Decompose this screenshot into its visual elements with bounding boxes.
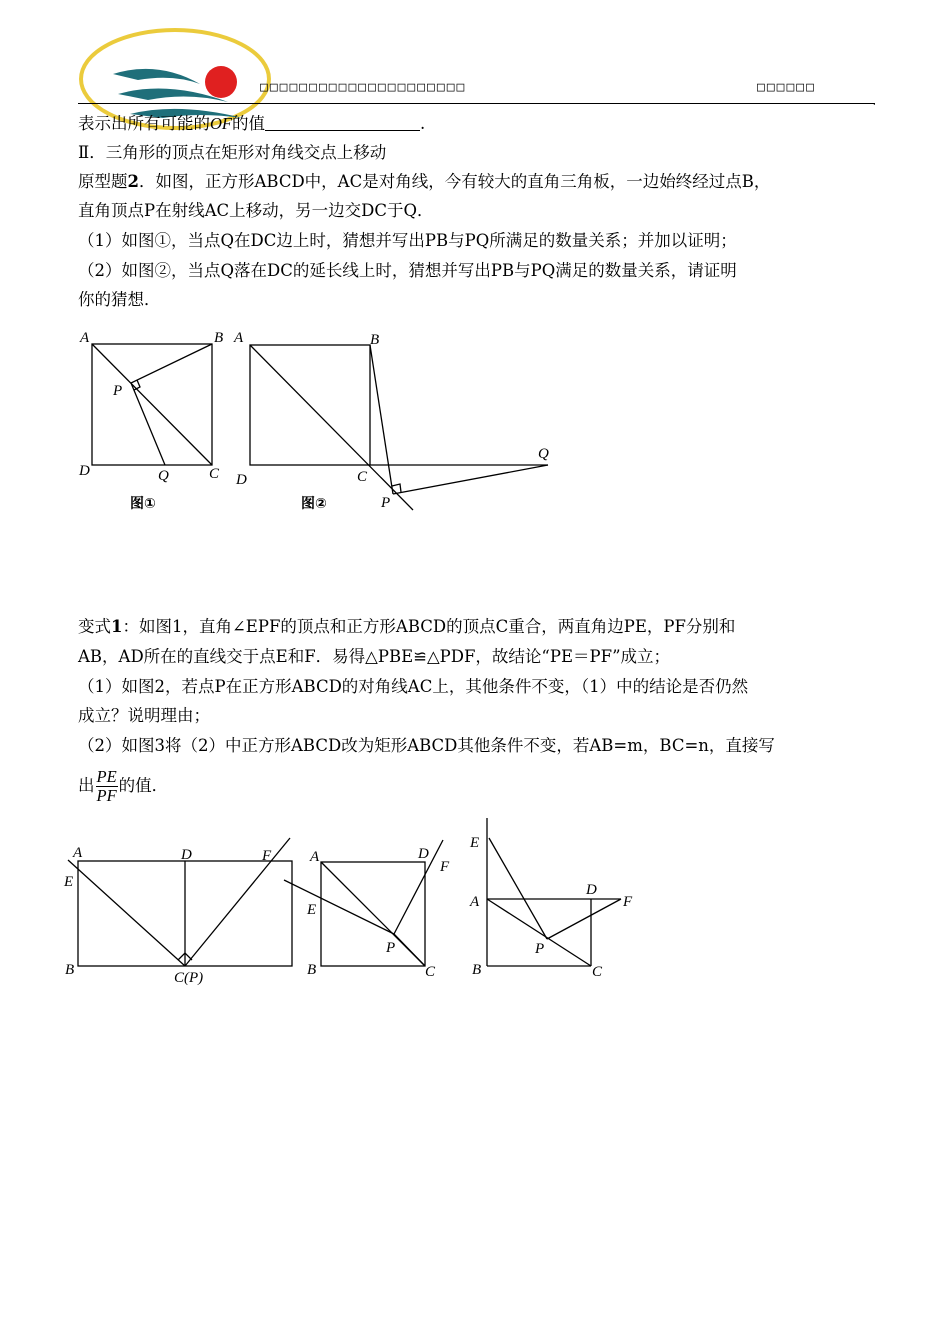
header-rule bbox=[78, 103, 875, 104]
fig4-label-F: F bbox=[440, 859, 450, 875]
section-title: Ⅱ．三角形的顶点在矩形对角线交点上移动 bbox=[78, 143, 387, 162]
prototype2-q2a: （2）如图②，当点Q落在DC的延长线上时，猜想并写出PB与PQ满足的数量关系，请证明 bbox=[78, 261, 737, 280]
fig1-label-D: D bbox=[79, 463, 90, 479]
fraction-pe-pf: $\frac{PE}{PF}$ bbox=[96, 767, 117, 805]
fig5-label-P: P bbox=[535, 941, 545, 957]
fig2-label-Q: Q bbox=[538, 446, 549, 462]
prototype2-line2: 直角顶点P在射线AC上移动，另一边交DC于Q． bbox=[78, 201, 434, 220]
fig3-label-A: A bbox=[73, 845, 83, 861]
fig1-label-P: P bbox=[113, 383, 123, 399]
fig2-label-P: P bbox=[381, 495, 391, 511]
intro-end: . bbox=[420, 114, 426, 133]
fig4-label-D: D bbox=[418, 846, 429, 862]
fig3-label-B: B bbox=[65, 962, 75, 978]
fig2-label-B: B bbox=[370, 332, 380, 348]
fig1-label-Q: Q bbox=[158, 468, 169, 484]
fig1-label-C: C bbox=[209, 466, 220, 482]
variant1-q1b: 成立？说明理由； bbox=[78, 706, 210, 725]
fig5-label-D: D bbox=[586, 882, 597, 898]
fig2-label-C: C bbox=[357, 469, 368, 485]
fig5-label-B: B bbox=[472, 962, 482, 978]
intro-var: OF bbox=[210, 114, 232, 133]
fig5-label-C: C bbox=[592, 964, 603, 980]
fig5-label-F: F bbox=[623, 894, 633, 910]
header-subject: □□□□□□ bbox=[757, 80, 816, 95]
fig3-label-E: E bbox=[64, 874, 74, 890]
prototype2-q1: （1）如图①，当点Q在DC边上时，猜想并写出PB与PQ所满足的数量关系；并加以证明； bbox=[78, 231, 737, 250]
variant1-q1a: （1）如图2，若点P在正方形ABCD的对角线AC上，其他条件不变，（1）中的结论是否仍然 bbox=[78, 677, 749, 696]
fig5-label-A: A bbox=[470, 894, 480, 910]
variant1-q2b: 出 $\frac{PE}{PF}$ 的值． bbox=[78, 767, 169, 805]
fig4-label-B: B bbox=[307, 962, 317, 978]
fig2-label-A: A bbox=[234, 330, 244, 346]
header-school-name: □□□□□□□□□□□□□□□□□□□□□ bbox=[260, 80, 467, 95]
fig1-label-B: B bbox=[214, 330, 224, 346]
variant1-line1: 变式1：如图1，直角∠EPF的顶点和正方形ABCD的顶点C重合，两直角边PE，PF分别和 bbox=[78, 617, 736, 636]
variant1-q2a: （2）如图3将（2）中正方形ABCD改为矩形ABCD其他条件不变，若AB=m，BC=n，直接写 bbox=[78, 736, 775, 755]
fig2-caption: 图② bbox=[301, 496, 327, 512]
prototype2-q2b: 你的猜想． bbox=[78, 290, 161, 309]
fig4-label-P: P bbox=[386, 940, 396, 956]
fig3-label-CP: C(P) bbox=[174, 970, 204, 986]
header-mark: . bbox=[873, 98, 876, 107]
fig3-label-D: D bbox=[181, 847, 192, 863]
fig1-caption: 图① bbox=[130, 496, 156, 512]
fig3-label-F: F bbox=[262, 848, 272, 864]
fig4-label-E: E bbox=[307, 902, 317, 918]
variant1-line2: AB，AD所在的直线交于点E和F．易得△PBE≌△PDF，故结论“PE＝PF”成立； bbox=[78, 647, 671, 666]
figure-4-lines bbox=[284, 840, 443, 966]
fig4-label-C: C bbox=[425, 964, 436, 980]
intro-prefix: 表示出所有可能的 bbox=[78, 114, 210, 133]
answer-blank bbox=[265, 115, 420, 131]
fig1-label-A: A bbox=[80, 330, 90, 346]
fig2-label-D: D bbox=[236, 472, 247, 488]
figure-1-lines bbox=[92, 344, 212, 465]
fig4-label-A: A bbox=[310, 849, 320, 865]
intro-line bbox=[78, 114, 878, 134]
figure-5-lines bbox=[487, 818, 621, 966]
fig5-label-E: E bbox=[470, 835, 480, 851]
prototype2-line1: 原型题2．如图，正方形ABCD中，AC是对角线，今有较大的直角三角板，一边始终经过点B， bbox=[78, 172, 771, 191]
intro-suffix: 的值 bbox=[232, 114, 265, 133]
figure-2-lines bbox=[250, 345, 548, 510]
figure-3-lines bbox=[68, 838, 292, 966]
